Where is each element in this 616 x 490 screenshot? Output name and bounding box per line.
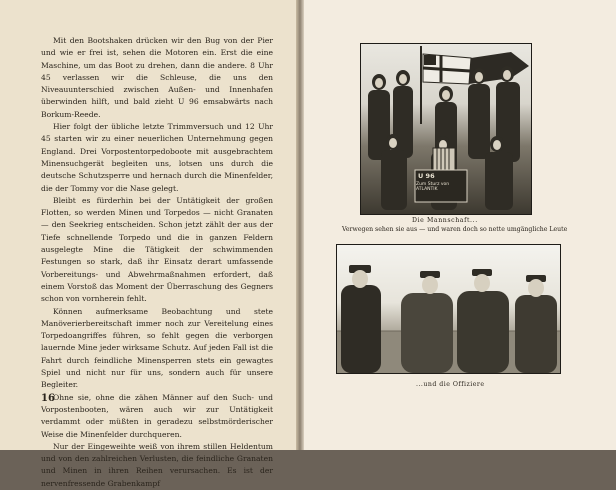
officers-caption: ...und die Offiziere (416, 381, 485, 388)
officers-photo-art (337, 245, 560, 373)
paragraph: Bleibt es fürderhin bei der Untätigkeit der großen Flotten, so werden Minen und Torpedos — nicht Granaten — den Seekrieg entscheiden. Schon jetzt zählt der aus der Tiefe schnellende Torpedo und die in ganzen Feldern ausgelegte Mine die Tätigkeit der schwimmenden Festungen so stark, daß ihr Einsatz derart umfassende Vorbereitungs- und Abwehrmaßnahmen erfordert, daß einem Vorstoß das Moment der Überraschung des Gegners schon von vornherein fehlt. (41, 195, 273, 304)
paragraph: Können aufmerksame Beobachtung und stete Manöverierbereitschaft immer noch zur Vereitelung eines Torpedoangriffes führen, so fehlt gegen die verborgen lauernde Mine jeder wirksame Schutz. Auf jeden Fall ist die Fahrt durch feindliche Minensperren stets ein gewagtes Spiel und nicht nur für uns, sondern auch für unsere Begleiter. (41, 306, 273, 390)
crew-caption-subtitle: Verwegen sehen sie aus — und waren doch so nette umgängliche Leute (342, 226, 568, 233)
page-number: 16 (41, 393, 55, 404)
paragraph: Mit den Bootshaken drücken wir den Bug von der Pier und wie er frei ist, sehen die Motoren ein. Erst die eine Maschine, um das Boot zu drehen, dann die andere. 8 Uhr 45 verlassen wir die Schleuse, die uns den Niveauunterschied zwischen Außen- und Innenhafen überwinden hilft, und bald zieht U 96 emsabwärts nach Borkum-Reede. (41, 36, 273, 119)
officers-photo (336, 244, 561, 374)
sign-text: Zum Sturz von ATLANTIK (416, 182, 450, 192)
crew-caption-title: Die Mannschaft... (412, 217, 478, 224)
book-gutter (296, 0, 304, 450)
paragraph: Nur der Eingeweihte weiß von ihrem stillen Heldentum und von den zahlreichen Verlusten, die feindliche Granaten und Minen in ihren Reihen verursachen. Es ist der nervenfressende Grabenkampf (41, 441, 273, 488)
sign-number: U 96 (418, 172, 435, 180)
paragraph: Hier folgt der übliche letzte Trimmversuch und 12 Uhr 45 starten wir zu einer neuerlichen Unternehmung gegen England. Drei Vorpostentorpedoboote mit ausgebrachtem Minensuchgerät begleiten uns, lotsen uns durch die deutsche Schutzsperre und hernach durch die Minenfelder, die der Tommy vor die Nase gelegt. (41, 122, 273, 193)
paragraph: Ohne sie, ohne die zähen Männer auf den Such- und Vorpostenbooten, wären auch wir zur Untätigkeit verdammt oder müßten in geradezu selbstmörderischer Weise die Minenfelder durchqueren. (41, 392, 273, 439)
body-text (41, 35, 273, 490)
